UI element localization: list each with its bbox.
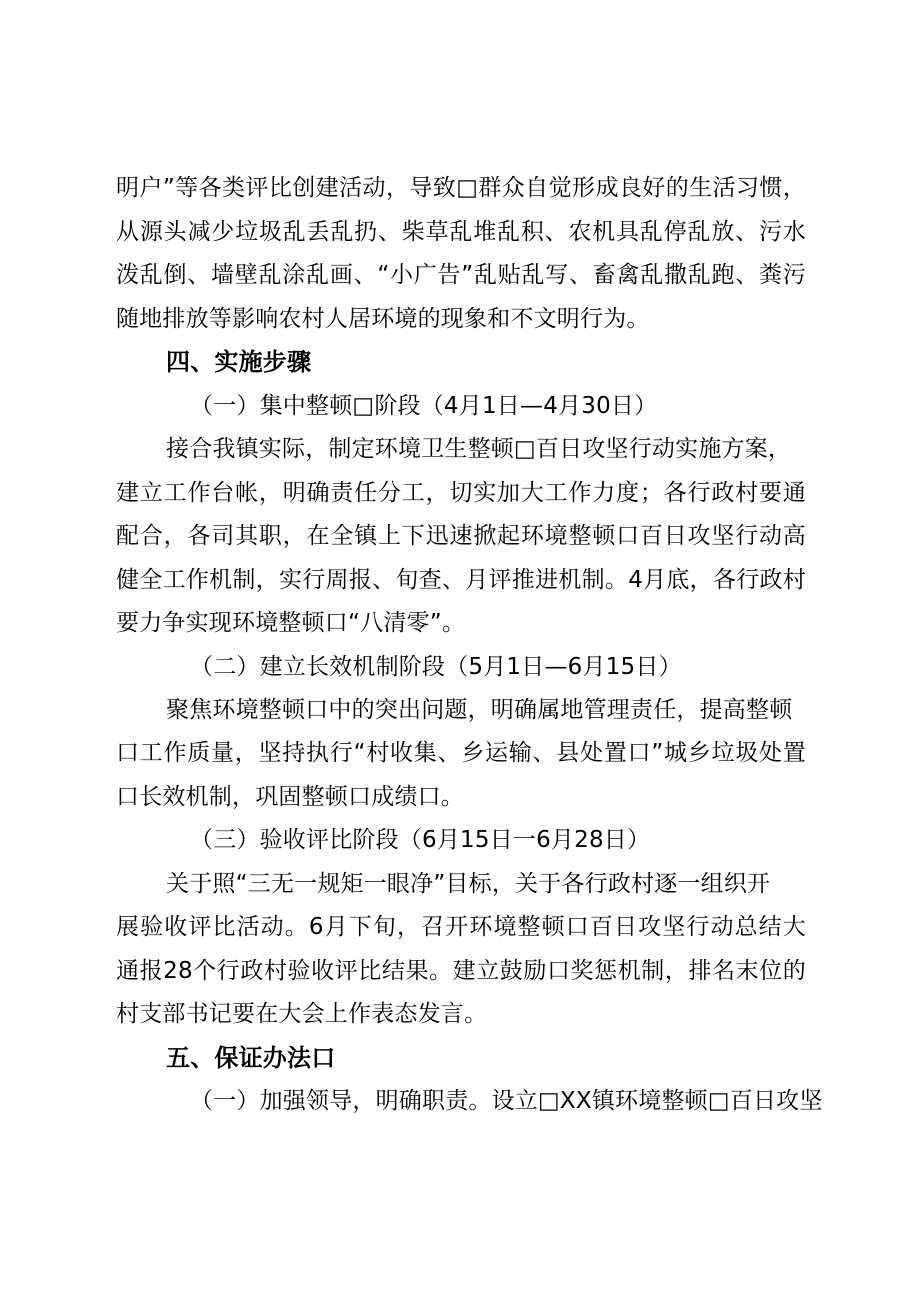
body-line: 从源头减少垃圾乱丢乱扔、柴草乱堆乱积、农机具乱停乱放、污水 — [116, 219, 806, 245]
body-line: 关于照“三无一规矩一眼净”目标，关于各行政村逐一组织开 — [166, 871, 771, 897]
body-line: 接合我镇实际，制定环境卫生整顿□百日攻坚行动实施方案， — [166, 436, 792, 462]
body-line: （一）加强领导，明确职责。设立□XX镇环境整顿□百日攻坚 — [190, 1088, 823, 1114]
body-line: 口长效机制，巩固整顿口成绩口。 — [116, 784, 464, 810]
section-heading-4: 四、实施步骤 — [166, 348, 312, 376]
section-heading-5: 五、保证办法口 — [166, 1044, 336, 1072]
body-line: 泼乱倒、墙壁乱涂乱画、“小广告”乱贴乱写、畜禽乱撒乱跑、粪污 — [116, 262, 806, 288]
body-line: 健全工作机制，实行周报、旬查、月评推进机制。4月底，各行政村 — [116, 567, 806, 593]
body-line: 聚焦环境整顿口中的突出问题，明确属地管理责任，提高整顿 — [166, 697, 793, 723]
body-line: 要力争实现环境整顿口“八清零”。 — [116, 610, 466, 636]
body-line: 村支部书记要在大会上作表态发言。 — [116, 1001, 488, 1027]
body-line: 配合，各司其职，在全镇上下迅速掀起环境整顿口百日攻坚行动高 — [116, 523, 806, 549]
subsection-heading: （一）集中整顿□阶段（4月1日—4月30日） — [190, 393, 658, 419]
body-line: 通报28个行政村验收评比结果。建立鼓励口奖惩机制，排名末位的 — [116, 958, 806, 984]
body-line: 明户”等各类评比创建活动，导致□群众自觉形成良好的生活习惯， — [116, 175, 806, 201]
body-line: 口工作质量，坚持执行“村收集、乡运输、县处置口”城乡垃圾处置 — [116, 740, 806, 766]
body-line: 展验收评比活动。6月下旬，召开环境整顿口百日攻坚行动总结大 — [116, 914, 806, 940]
body-line: 建立工作台帐，明确责任分工，切实加大工作力度；各行政村要通 — [116, 480, 806, 506]
subsection-heading: （三）验收评比阶段（6月15日一6月28日） — [190, 827, 651, 853]
subsection-heading: （二）建立长效机制阶段（5月1日—6月15日） — [190, 654, 682, 680]
body-line: 随地排放等影响农村人居环境的现象和不文明行为。 — [116, 306, 650, 332]
